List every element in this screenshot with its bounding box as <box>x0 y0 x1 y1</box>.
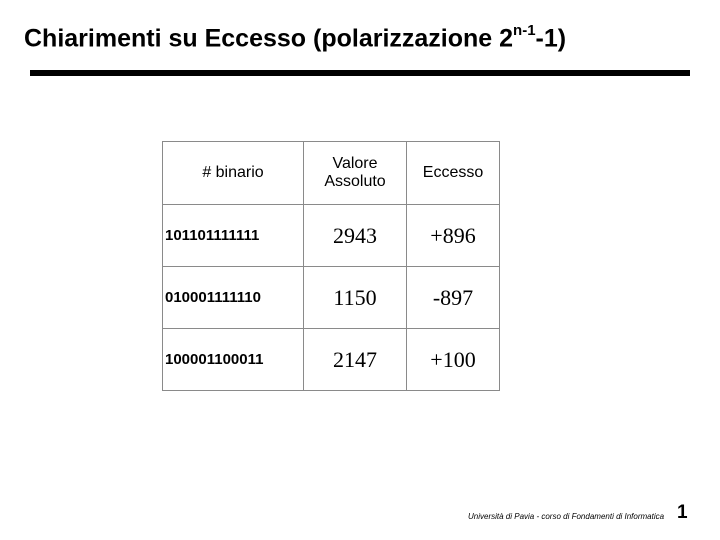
table-row <box>163 267 500 329</box>
excess-value-cell: +896 <box>407 205 500 267</box>
excess-table <box>162 141 500 391</box>
header-binario: # binario <box>163 142 304 205</box>
header-eccesso: Eccesso <box>407 142 500 205</box>
absolute-value-cell: 2943 <box>304 205 407 267</box>
binary-cell: 101101111111 <box>163 205 304 267</box>
slide-title-suffix: -1) <box>535 24 567 53</box>
absolute-value-cell: 1150 <box>304 267 407 329</box>
slide-title <box>24 24 566 53</box>
title-divider <box>30 70 690 76</box>
excess-value-cell: -897 <box>407 267 500 329</box>
slide-title-text: Chiarimenti su Eccesso (polarizzazione 2 <box>24 24 514 53</box>
binary-cell: 100001100011 <box>163 329 304 391</box>
footer-text: Università di Pavia - corso di Fondamenti di Informatica <box>468 512 665 521</box>
table-row <box>163 329 500 391</box>
table-row <box>163 205 500 267</box>
page-number: 1 <box>677 502 688 523</box>
table-header-row <box>163 142 500 205</box>
excess-value-cell: +100 <box>407 329 500 391</box>
absolute-value-cell: 2147 <box>304 329 407 391</box>
header-valore-assoluto: Valore Assoluto <box>304 142 407 205</box>
binary-cell: 010001111110 <box>163 267 304 329</box>
slide-title-exponent: n-1 <box>513 22 536 39</box>
